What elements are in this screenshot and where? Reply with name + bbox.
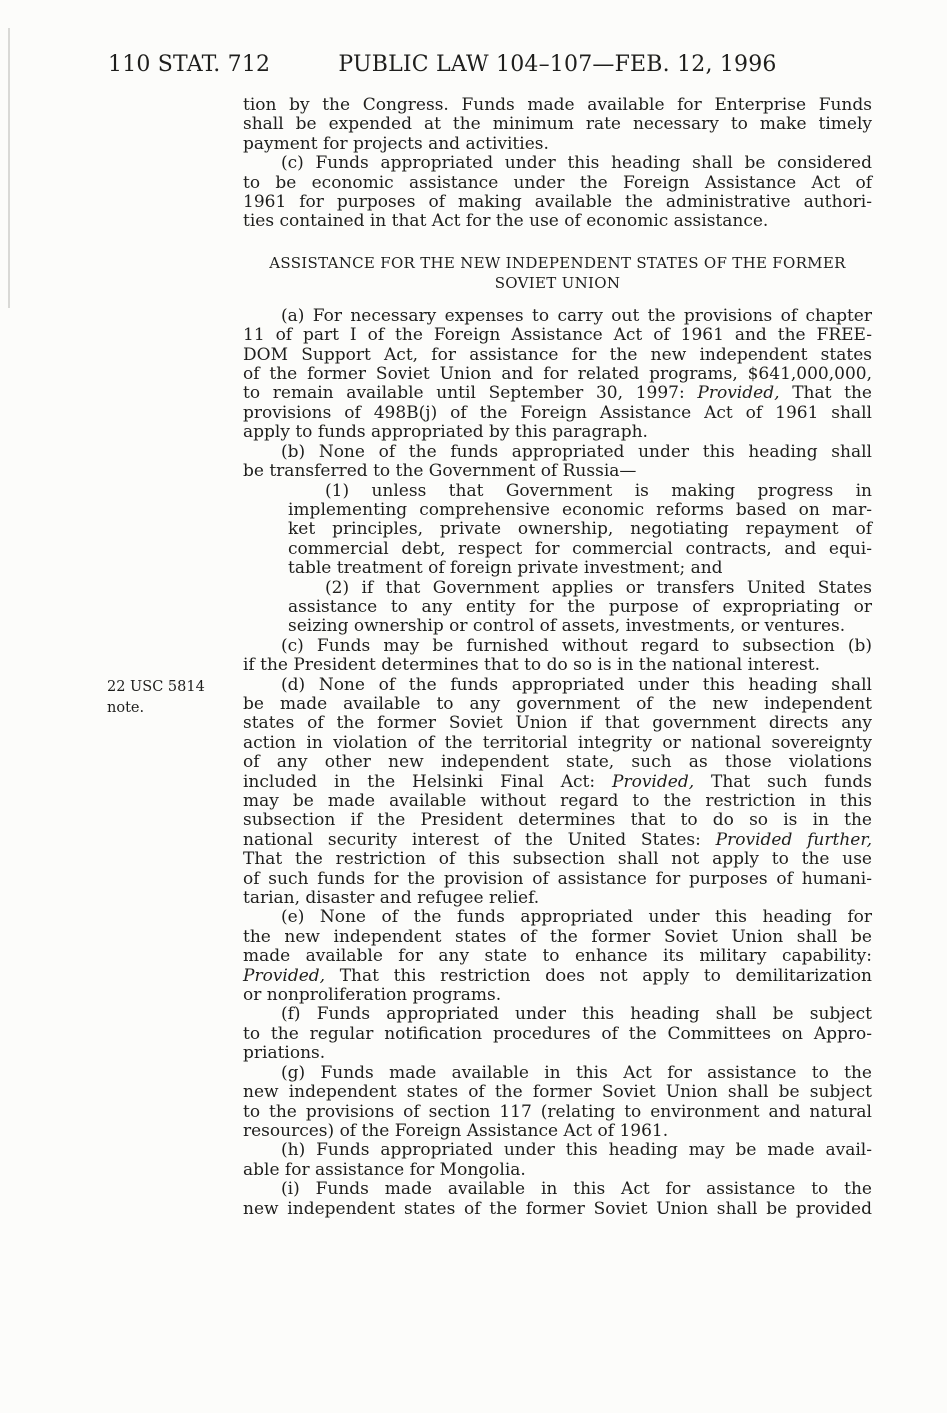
- text-line: 11 of part I of the Foreign Assistance Act of 1961 and the FREE-: [243, 325, 872, 346]
- italic-text: Provided,: [612, 771, 695, 792]
- paragraph: [107, 674, 872, 909]
- text-line: assistance to any entity for the purpose of expropriating or: [288, 596, 872, 617]
- text-line: shall be expended at the minimum rate necessary to make timely: [243, 114, 872, 135]
- text-segment: to remain available until September 30, 1997:: [243, 383, 698, 404]
- paragraph: [243, 1064, 872, 1142]
- paragraph: [243, 307, 872, 443]
- text-line: tion by the Congress. Funds made available for Enterprise Funds: [243, 95, 872, 115]
- text-line: (c) Funds appropriated under this heading shall be considered: [281, 153, 872, 174]
- paragraph: [243, 908, 872, 1005]
- text-line: to be economic assistance under the Foreign Assistance Act of: [243, 172, 872, 193]
- text-line: apply to funds appropriated by this paragraph.: [243, 422, 648, 443]
- text-segment: That this restriction does not apply to demilitarization: [325, 965, 872, 986]
- text-line: new independent states of the former Soviet Union shall be provided: [243, 1198, 872, 1219]
- page-number: 110 STAT. 712: [108, 52, 271, 77]
- text-line: subsection if the President determines that to do so is in the: [243, 810, 872, 831]
- text-line: DOM Support Act, for assistance for the new independent states: [243, 344, 872, 365]
- text-line: (c) Funds may be furnished without regard to subsection (b): [281, 635, 872, 656]
- text-line: (2) if that Government applies or transfers United States: [325, 577, 872, 598]
- text-line: be made available to any government of the new independent: [243, 693, 872, 714]
- section-heading-line: ASSISTANCE FOR THE NEW INDEPENDENT STATES OF THE FORMER: [269, 253, 846, 272]
- section-heading: [243, 253, 872, 294]
- text-line: new independent states of the former Soviet Union shall be subject: [243, 1082, 872, 1103]
- text-line: resources) of the Foreign Assistance Act of 1961.: [243, 1120, 669, 1141]
- text-line: of the former Soviet Union and for related programs, $641,000,000,: [243, 364, 872, 385]
- text-line: (1) unless that Government is making progress in: [325, 480, 872, 501]
- text-line: table treatment of foreign private investment; and: [288, 558, 723, 579]
- text-line: priations.: [243, 1043, 326, 1064]
- text-line: to the provisions of section 117 (relating to environment and natural: [243, 1101, 872, 1122]
- margin-note-line: note.: [107, 699, 145, 716]
- text-line: [243, 384, 872, 403]
- paragraph: [243, 1180, 872, 1219]
- text-line: (h) Funds appropriated under this heading may be made avail-: [281, 1140, 872, 1161]
- text-line: action in violation of the territorial integrity or national sovereignty: [243, 732, 872, 753]
- text-segment: national security interest of the United States:: [243, 829, 716, 850]
- paragraph: [243, 482, 872, 579]
- text-line: [243, 967, 872, 986]
- text-segment: included in the Helsinki Final Act:: [243, 771, 613, 792]
- text-line: payment for projects and activities.: [243, 133, 549, 154]
- text-line: (a) For necessary expenses to carry out the provisions of chapter: [281, 305, 872, 326]
- running-head: PUBLIC LAW 104–107—FEB. 12, 1996: [338, 52, 777, 77]
- text-column: [107, 95, 872, 1219]
- text-line: to the regular notification procedures of the Committees on Appro-: [243, 1023, 872, 1044]
- paragraph: [243, 443, 872, 482]
- text-line: if the President determines that to do so is in the national interest.: [243, 655, 820, 676]
- italic-text: Provided,: [243, 965, 326, 986]
- text-line: 1961 for purposes of making available the administrative authori-: [243, 192, 872, 213]
- text-line: of any other new independent state, such as those violations: [243, 752, 872, 773]
- text-line: commercial debt, respect for commercial contracts, and equi-: [288, 538, 872, 559]
- text-line: may be made available without regard to the restriction in this: [243, 791, 872, 811]
- text-line: states of the former Soviet Union if that government directs any: [243, 713, 872, 734]
- paragraph: [243, 637, 872, 676]
- italic-text: Provided further,: [715, 829, 872, 850]
- paragraph: [243, 96, 872, 154]
- text-line: (i) Funds made available in this Act for assistance to the: [281, 1179, 872, 1200]
- text-segment: That the: [779, 383, 872, 404]
- text-line: That the restriction of this subsection shall not apply to the use: [243, 849, 872, 870]
- text-line: ties contained in that Act for the use of economic assistance.: [243, 211, 769, 232]
- margin-note-line: 22 USC 5814: [107, 678, 205, 695]
- italic-text: Provided,: [697, 383, 780, 404]
- paragraph: [243, 1141, 872, 1180]
- text-line: ket principles, private ownership, negotiating repayment of: [288, 519, 872, 540]
- scan-edge-line: [8, 28, 10, 308]
- text-line: be transferred to the Government of Russia—: [243, 461, 637, 482]
- text-line: (g) Funds made available in this Act for assistance to the: [281, 1062, 872, 1083]
- text-line: seizing ownership or control of assets, investments, or ventures.: [288, 616, 846, 637]
- text-line: of such funds for the provision of assistance for purposes of humani-: [243, 868, 872, 889]
- text-line: made available for any state to enhance its military capability:: [243, 946, 872, 967]
- text-line: (f) Funds appropriated under this heading shall be subject: [281, 1004, 872, 1025]
- text-segment: That such funds: [694, 771, 872, 792]
- text-line: [243, 831, 872, 850]
- text-line: or nonproliferation programs.: [243, 985, 502, 1006]
- paragraph: [243, 579, 872, 637]
- paragraph: [243, 154, 872, 232]
- text-line: [243, 773, 872, 792]
- text-line: (e) None of the funds appropriated under this heading for: [281, 907, 872, 928]
- text-line: provisions of 498B(j) of the Foreign Assistance Act of 1961 shall: [243, 402, 872, 423]
- paragraph: [243, 1005, 872, 1063]
- text-line: implementing comprehensive economic reforms based on mar-: [288, 499, 872, 520]
- text-line: (b) None of the funds appropriated under this heading shall: [281, 441, 872, 462]
- text-line: the new independent states of the former Soviet Union shall be: [243, 926, 872, 947]
- text-line: (d) None of the funds appropriated under this heading shall: [281, 674, 872, 695]
- text-line: tarian, disaster and refugee relief.: [243, 888, 540, 909]
- section-heading-line: SOVIET UNION: [494, 274, 621, 293]
- text-line: able for assistance for Mongolia.: [243, 1159, 526, 1180]
- statute-margin-note: [107, 677, 235, 719]
